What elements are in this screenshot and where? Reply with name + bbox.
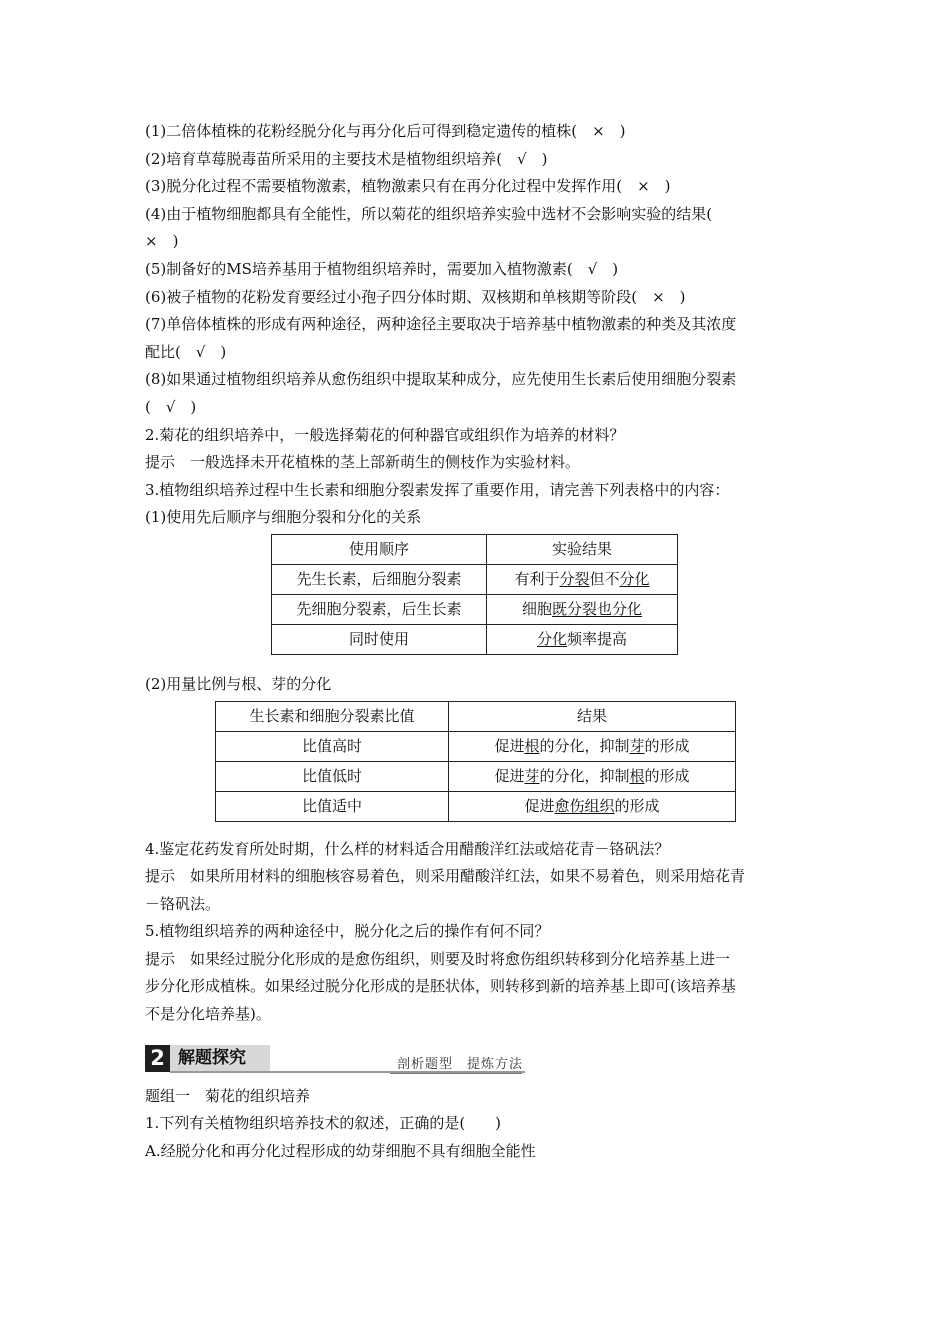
table-cell: 比值高时 [216,731,449,761]
judgment-item-6: (6)被子植物的花粉发育要经过小孢子四分体时期、双核期和单核期等阶段( × ) [145,287,686,306]
question-4-hint-cont: －铬矾法。 [145,894,221,913]
table-row [272,594,678,624]
section-subtitle-divider [390,1073,522,1074]
section-header [145,1043,815,1077]
order-table [271,534,678,655]
table-row [216,731,736,761]
question-4-hint: 提示 如果所用材料的细胞核容易着色，则采用醋酸洋红法，如果不易着色，则采用焙花青 [145,867,746,886]
table-cell: 有利于分裂但不分化 [487,564,678,594]
exercise-question-1: 1.下列有关植物组织培养技术的叙述，正确的是( ) [145,1114,502,1133]
table-row [272,534,678,564]
judgment-item-8: (8)如果通过植物组织培养从愈伤组织中提取某种成分，应先使用生长素后使用细胞分裂素 [145,370,737,389]
table-cell: 促进芽的分化，抑制根的形成 [449,761,736,791]
exercise-option-a: A.经脱分化和再分化过程形成的幼芽细胞不具有细胞全能性 [145,1141,536,1160]
table-cell: 先细胞分裂素，后生长素 [272,594,487,624]
ratio-table [215,701,736,822]
table-row [216,791,736,821]
question-3-sub1: (1)使用先后顺序与细胞分裂和分化的关系 [145,508,422,527]
judgment-item-8-cont: ( √ ) [145,397,197,416]
question-3-sub2: (2)用量比例与根、芽的分化 [145,674,332,693]
table-row [216,701,736,731]
table-cell: 同时使用 [272,624,487,654]
judgment-item-2: (2)培育草莓脱毒苗所采用的主要技术是植物组织培养( √ ) [145,149,548,168]
question-3: 3.植物组织培养过程中生长素和细胞分裂素发挥了重要作用，请完善下列表格中的内容： [145,480,730,499]
section-title: 解题探究 [170,1045,270,1072]
table-header: 生长素和细胞分裂素比值 [216,701,449,731]
question-2-hint: 提示 一般选择未开花植株的茎上部新萌生的侧枝作为实验材料。 [145,453,581,472]
question-5-hint-cont2: 不是分化培养基)。 [145,1005,271,1024]
question-5-hint-cont: 步分化形成植株。如果经过脱分化形成的是胚状体，则转移到新的培养基上即可(该培养基 [145,977,736,996]
judgment-item-4-cont: × ) [145,232,179,251]
table-row [272,624,678,654]
document-body [145,118,815,1165]
table-cell: 分化频率提高 [487,624,678,654]
table-cell: 比值低时 [216,761,449,791]
judgment-item-3: (3)脱分化过程不需要植物激素，植物激素只有在再分化过程中发挥作用( × ) [145,177,671,196]
question-group-title: 题组一 菊花的组织培养 [145,1086,311,1105]
table-row [272,564,678,594]
section-subtitle: 剖析题型 提炼方法 [397,1056,524,1072]
question-4: 4.鉴定花药发育所处时期，什么样的材料适合用醋酸洋红法或焙花青－铬矾法？ [145,839,670,858]
table-header: 使用顺序 [272,534,487,564]
table-cell: 细胞既分裂也分化 [487,594,678,624]
judgment-item-7-cont: 配比( √ ) [145,342,227,361]
table-cell: 比值适中 [216,791,449,821]
judgment-item-4: (4)由于植物细胞都具有全能性，所以菊花的组织培养实验中选材不会影响实验的结果( [145,204,713,223]
question-5: 5.植物组织培养的两种途径中，脱分化之后的操作有何不同？ [145,922,550,941]
table-header: 实验结果 [487,534,678,564]
judgment-item-7: (7)单倍体植株的形成有两种途径，两种途径主要取决于培养基中植物激素的种类及其浓度 [145,315,737,334]
question-5-hint: 提示 如果经过脱分化形成的是愈伤组织，则要及时将愈伤组织转移到分化培养基上进一 [145,949,731,968]
judgment-item-1: (1)二倍体植株的花粉经脱分化与再分化后可得到稳定遗传的植株( × ) [145,122,626,140]
question-2: 2.菊花的组织培养中，一般选择菊花的何种器官或组织作为培养的材料？ [145,425,625,444]
table-cell: 促进根的分化，抑制芽的形成 [449,731,736,761]
section-number-badge: 2 [145,1045,170,1072]
table-cell: 促进愈伤组织的形成 [449,791,736,821]
table-header: 结果 [449,701,736,731]
table-row [216,761,736,791]
judgment-item-5: (5)制备好的MS培养基用于植物组织培养时，需要加入植物激素( √ ) [145,259,619,278]
table-cell: 先生长素，后细胞分裂素 [272,564,487,594]
